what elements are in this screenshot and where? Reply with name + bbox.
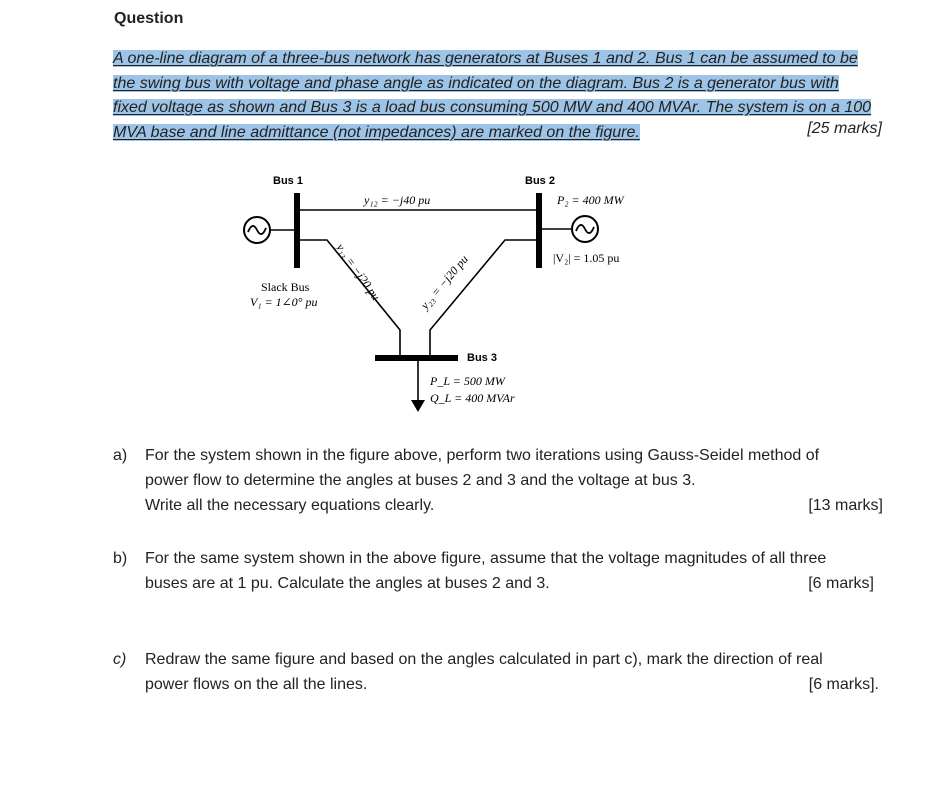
intro-line-3: fixed voltage as shown and Bus 3 is a load bus consuming 500 MW and 400 MVAr. The system is on a 100	[113, 99, 872, 116]
pl-label: P_L = 500 MW	[430, 374, 505, 388]
load-arrow-icon	[411, 400, 425, 412]
generator-2-wave	[576, 225, 594, 233]
question-heading: Question	[114, 10, 184, 27]
question-c-line-2: power flows on the all the lines.	[145, 676, 368, 693]
y13-label: y₁₃ = −j20 pu	[333, 240, 383, 303]
question-a-text	[145, 443, 819, 518]
intro-line-1: A one-line diagram of a three-bus network has generators at Buses 1 and 2. Bus 1 can be assumed to be	[113, 50, 858, 67]
bus2-label: Bus 2	[525, 175, 555, 187]
question-b	[113, 546, 888, 601]
intro-marks: [25 marks]	[807, 119, 882, 137]
v2-label: |V₂| = 1.05 pu	[553, 251, 620, 265]
question-b-line-1: For the same system shown in the above figure, assume that the voltage magnitudes of all three	[145, 550, 827, 567]
question-a-line-1: For the system shown in the figure above, perform two iterations using Gauss-Seidel method of	[145, 447, 820, 464]
question-a-line-3: Write all the necessary equations clearly.	[145, 497, 435, 514]
question-a-line-2: power flow to determine the angles at buses 2 and 3 and the voltage at bus 3.	[145, 472, 696, 489]
question-b-label: b)	[113, 550, 128, 567]
y23-label: y₂₃ = −j20 pu	[417, 252, 471, 312]
v1-label: V₁ = 1∠0° pu	[250, 295, 318, 309]
question-a-label: a)	[113, 447, 128, 464]
line-2-3	[430, 240, 539, 358]
question-c-text	[145, 647, 823, 697]
intro-line-4: MVA base and line admittance (not impedances) are marked on the figure.	[113, 123, 640, 141]
question-c-line-1: Redraw the same figure and based on the angles calculated in part c), mark the direction of real	[145, 651, 823, 668]
p2-label: P₂ = 400 MW	[557, 193, 624, 207]
question-b-marks: [6 marks]	[808, 575, 874, 592]
slack-bus-label: Slack Bus	[261, 280, 310, 294]
question-a-marks: [13 marks]	[808, 497, 883, 514]
bus3-label: Bus 3	[467, 352, 497, 364]
intro-line-2: the swing bus with voltage and phase angle as indicated on the diagram. Bus 2 is a generator bus with	[113, 74, 839, 92]
generator-1-wave	[248, 226, 266, 234]
question-c-label: c)	[113, 651, 127, 668]
question-c-marks: [6 marks].	[808, 676, 879, 693]
question-a	[113, 443, 888, 523]
question-b-line-2: buses are at 1 pu. Calculate the angles at buses 2 and 3.	[145, 575, 550, 592]
y12-label: y₁₂ = −j40 pu	[364, 193, 431, 207]
question-b-text	[145, 546, 826, 596]
question-c	[113, 647, 888, 702]
bus1-label: Bus 1	[273, 175, 303, 187]
ql-label: Q_L = 400 MVAr	[430, 391, 515, 405]
